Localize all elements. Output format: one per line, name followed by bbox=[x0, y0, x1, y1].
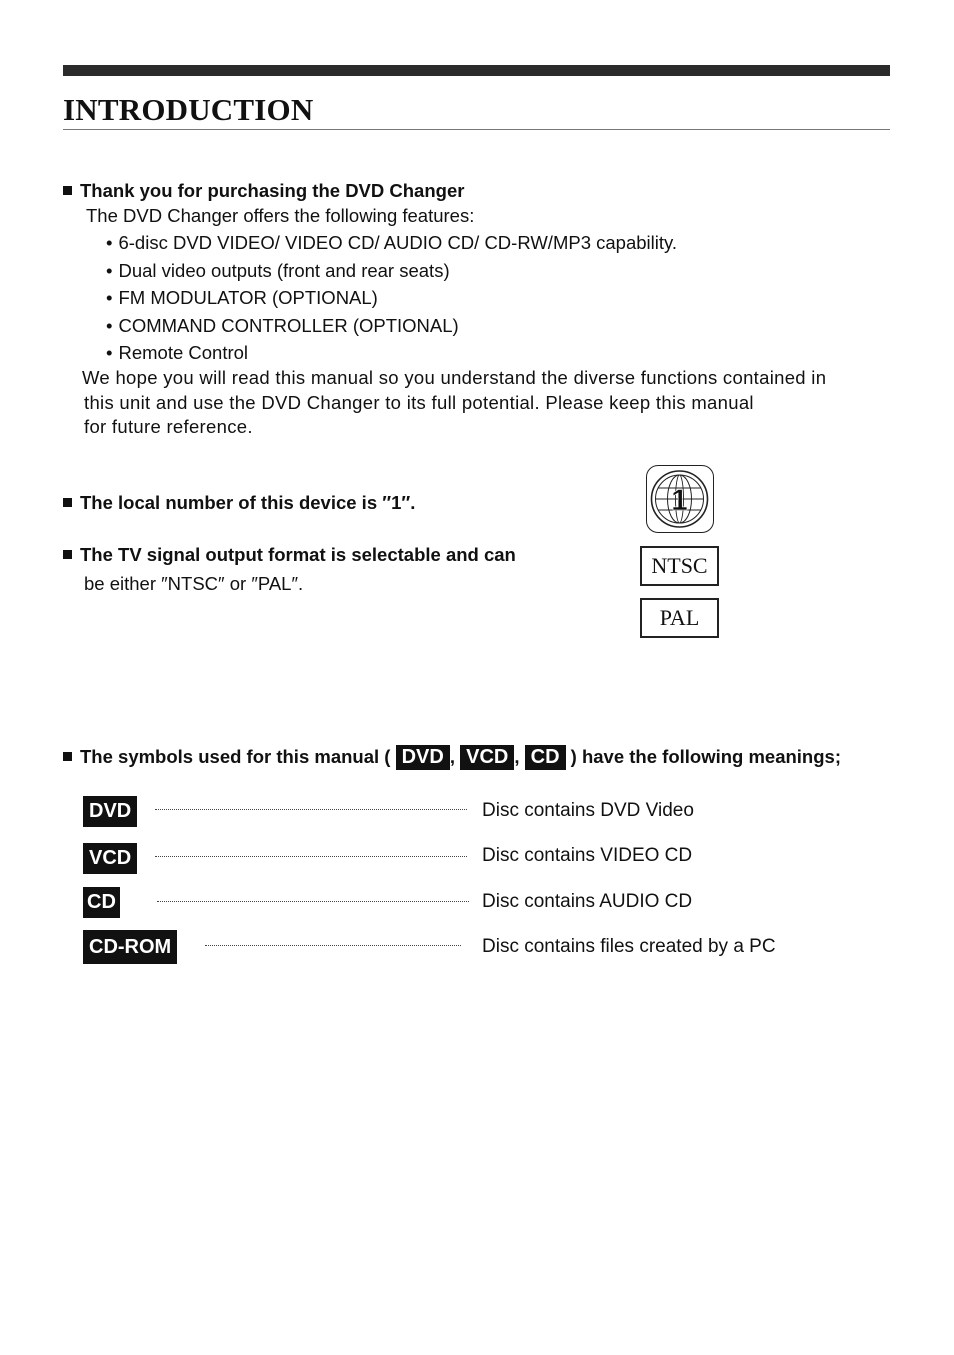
symbol-meaning: Disc contains AUDIO CD bbox=[482, 891, 693, 912]
cdrom-symbol-chip: CD-ROM bbox=[83, 930, 177, 964]
leader-dots bbox=[155, 809, 467, 810]
tv-format-subtext: be either ″NTSC″ or ″PAL″. bbox=[84, 573, 304, 594]
features-intro: The DVD Changer offers the following features: bbox=[86, 205, 475, 226]
local-number-heading bbox=[63, 492, 415, 514]
purchase-heading-text: Thank you for purchasing the DVD Changer bbox=[80, 180, 465, 201]
chip-separator: , bbox=[449, 746, 455, 767]
closing-line: We hope you will read this manual so you understand the diverse functions contained in bbox=[82, 367, 827, 388]
symbol-row-dvd bbox=[83, 796, 137, 830]
feature-item: • Remote Control bbox=[106, 341, 677, 369]
symbol-meaning: Disc contains VIDEO CD bbox=[482, 845, 693, 866]
square-bullet-icon bbox=[63, 498, 72, 507]
square-bullet-icon bbox=[63, 186, 72, 195]
tv-format-heading bbox=[63, 544, 516, 566]
chip-separator: , bbox=[514, 746, 520, 767]
tv-format-text: The TV signal output format is selectable and can bbox=[80, 544, 516, 565]
region-1-globe-icon bbox=[646, 465, 714, 533]
feature-list bbox=[106, 231, 677, 369]
closing-line: this unit and use the DVD Changer to its full potential. Please keep this manual bbox=[84, 391, 754, 413]
closing-paragraph bbox=[82, 366, 882, 440]
purchase-heading bbox=[63, 180, 464, 202]
symbol-meaning: Disc contains files created by a PC bbox=[482, 936, 776, 957]
symbol-row-cd bbox=[83, 887, 120, 921]
pal-label-box: PAL bbox=[640, 598, 719, 638]
feature-item: • 6-disc DVD VIDEO/ VIDEO CD/ AUDIO CD/ CD-RW/MP3 capability. bbox=[106, 231, 677, 259]
dvd-symbol-chip: DVD bbox=[83, 796, 137, 827]
dvd-symbol-chip: DVD bbox=[396, 745, 450, 770]
feature-item: • COMMAND CONTROLLER (OPTIONAL) bbox=[106, 314, 677, 342]
header-bar bbox=[63, 65, 890, 76]
region-number: 1 bbox=[671, 484, 688, 517]
title-underline bbox=[63, 129, 890, 130]
symbol-row-cdrom bbox=[83, 930, 177, 964]
ntsc-label-box: NTSC bbox=[640, 546, 719, 586]
page-title: INTRODUCTION bbox=[63, 92, 314, 127]
local-number-text: The local number of this device is ″1″. bbox=[80, 492, 416, 513]
symbols-heading-suffix: ) have the following meanings; bbox=[570, 746, 841, 767]
closing-line: for future reference. bbox=[84, 416, 253, 437]
cd-symbol-chip: CD bbox=[83, 887, 120, 918]
feature-item: • FM MODULATOR (OPTIONAL) bbox=[106, 286, 677, 314]
leader-dots bbox=[205, 945, 461, 946]
feature-item: • Dual video outputs (front and rear seats) bbox=[106, 259, 677, 287]
symbol-row-vcd bbox=[83, 843, 137, 877]
symbol-meaning: Disc contains DVD Video bbox=[482, 800, 694, 821]
vcd-symbol-chip: VCD bbox=[460, 745, 514, 770]
square-bullet-icon bbox=[63, 550, 72, 559]
leader-dots bbox=[157, 901, 469, 902]
square-bullet-icon bbox=[63, 752, 72, 761]
symbols-heading bbox=[63, 745, 841, 770]
leader-dots bbox=[155, 856, 467, 857]
cd-symbol-chip: CD bbox=[525, 745, 566, 770]
symbols-heading-prefix: The symbols used for this manual ( bbox=[80, 746, 391, 767]
vcd-symbol-chip: VCD bbox=[83, 843, 137, 874]
